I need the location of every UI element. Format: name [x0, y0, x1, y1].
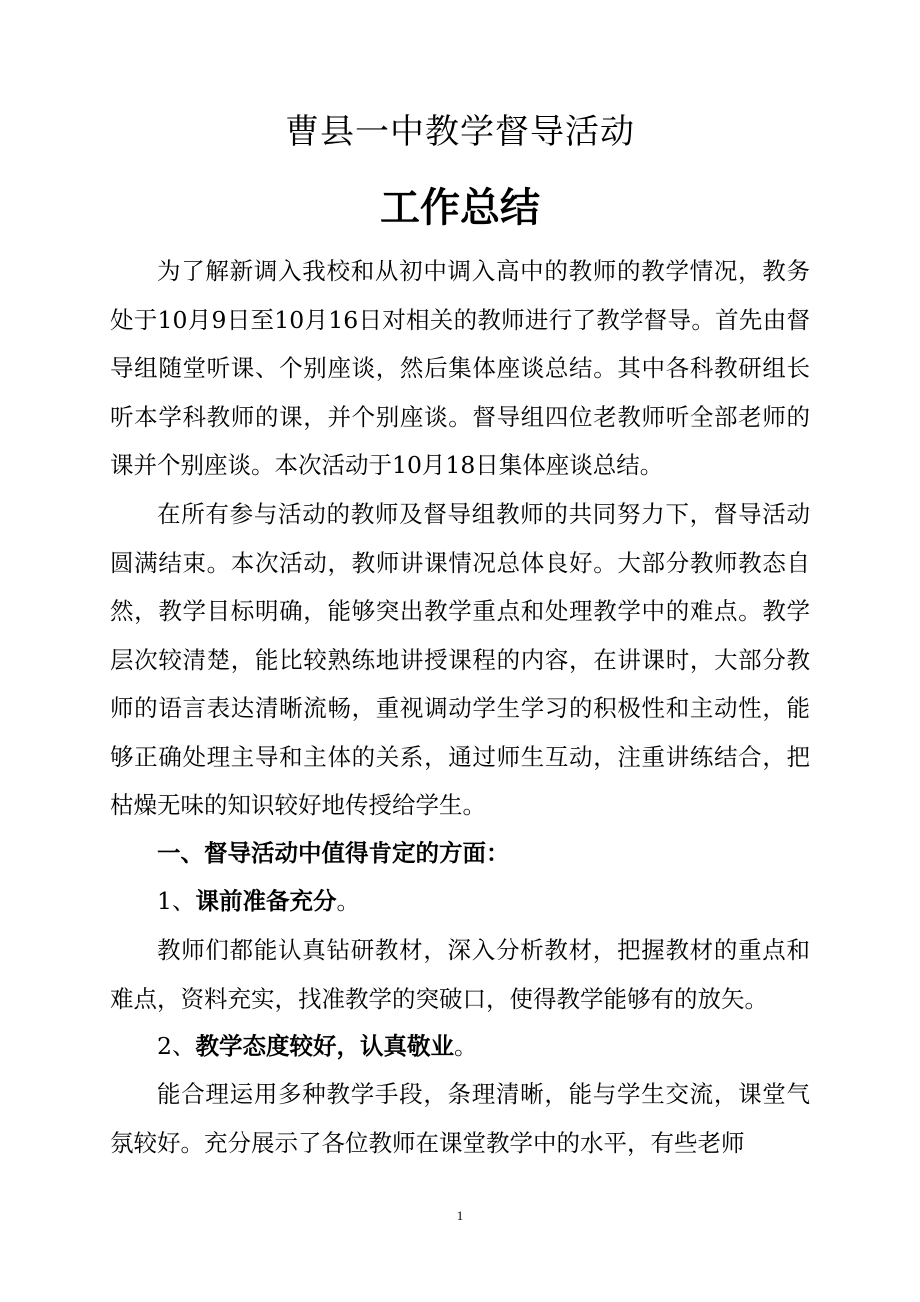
item-2-period: 。	[453, 1032, 478, 1060]
document-subtitle: 工作总结	[380, 185, 540, 231]
section-heading: 一、督导活动中值得肯定的方面：	[157, 839, 510, 867]
item-1-period: 。	[336, 887, 360, 915]
document-title: 曹县一中教学督导活动	[285, 112, 635, 152]
overview-paragraph: 在所有参与活动的教师及督导组教师的共同努力下，督导活动圆满结束。本次活动，教师讲课情况总体良好。大部分教师教态自然，教学目标明确，能够突出教学重点和处理教学中的难点。教学层次较清楚，能比较熟练地讲授课程的内容，在讲课时，大部分教师的语言表达清晰流畅，重视调动学生学习的积极性和主动性，能够正确处理主导和主体的关系，通过师生互动，注重讲练结合，把枯燥无味的知识较好地传授给学生。	[110, 500, 810, 819]
item-2-heading	[110, 1022, 810, 1071]
item-1-heading	[110, 877, 810, 926]
item-2-number: 2、	[157, 1032, 196, 1060]
page-number: 1	[456, 1208, 464, 1223]
item-2-title: 教学态度较好，认真敬业	[195, 1032, 454, 1060]
item-2-body: 能合理运用多种教学手段，条理清晰，能与学生交流，课堂气氛较好。充分展示了各位教师在课堂教学中的水平，有些老师	[110, 1080, 810, 1157]
item-1-body: 教师们都能认真钻研教材，深入分析教材，把握教材的重点和难点，资料充实，找准教学的突破口，使得教学能够有的放矢。	[110, 936, 810, 1013]
item-1-number: 1、	[157, 887, 196, 915]
item-1-title: 课前准备充分	[195, 887, 337, 915]
intro-paragraph: 为了解新调入我校和从初中调入高中的教师的教学情况，教务处于10月9日至10月16日对相关的教师进行了教学督导。首先由督导组随堂听课、个别座谈，然后集体座谈总结。其中各科教研组长听本学科教师的课，并个别座谈。督导组四位老教师听全部老师的课并个别座谈。本次活动于10月18日集体座谈总结。	[110, 257, 810, 479]
